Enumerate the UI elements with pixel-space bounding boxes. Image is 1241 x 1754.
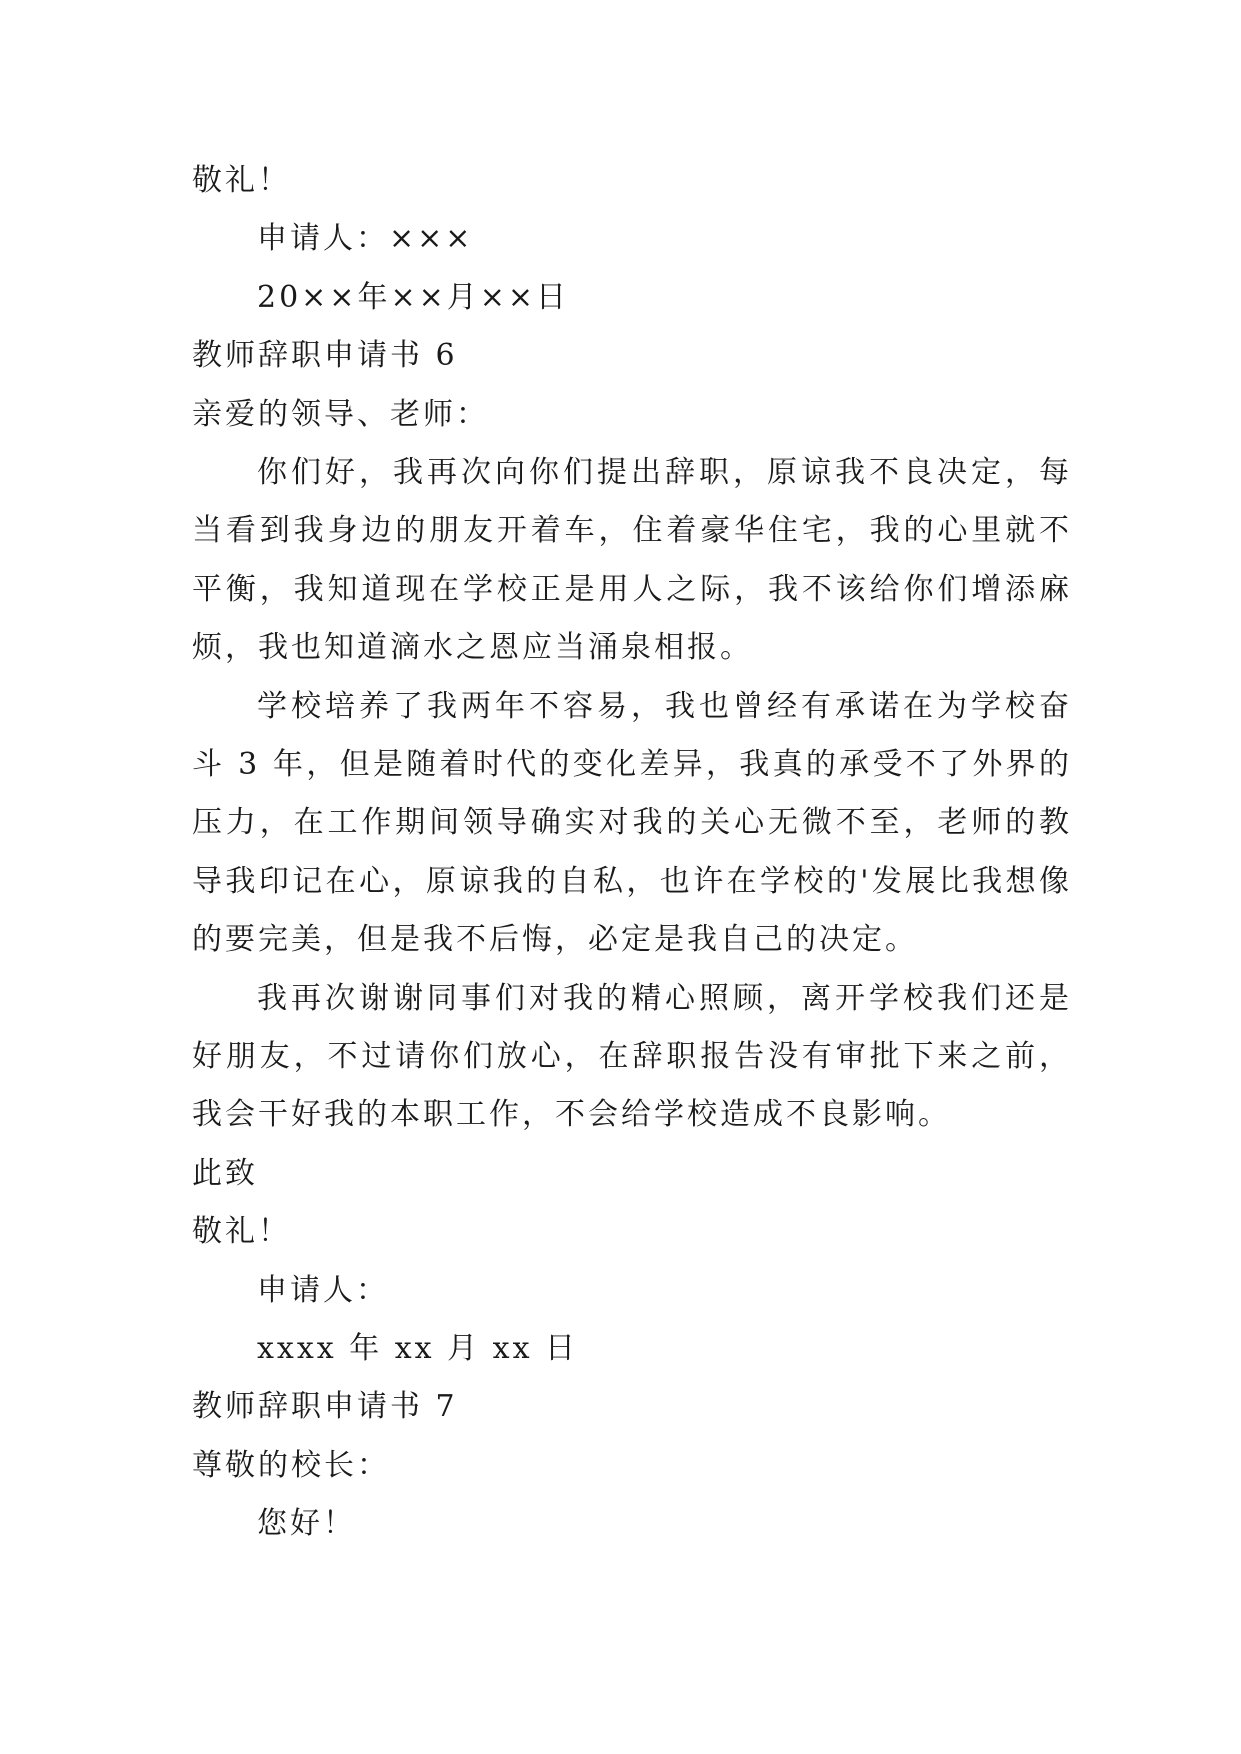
document-page: [192, 152, 1072, 1554]
closing-respect: 敬礼！: [192, 1214, 291, 1250]
closing-to: 此致: [192, 1155, 258, 1191]
letter-salutation: 亲爱的领导、老师：: [192, 396, 489, 432]
signature-date: 20××年××月××日: [257, 279, 569, 315]
letter-salutation: 尊敬的校长：: [192, 1447, 390, 1483]
body-paragraph: 你们好，我再次向你们提出辞职，原谅我不良决定，每当看到我身边的朋友开着车，住着豪华住宅，我的心里就不平衡，我知道现在学校正是用人之际，我不该给你们增添麻烦，我也知道滴水之恩应当涌泉相报。: [192, 454, 1072, 666]
letter-greeting: 您好！: [257, 1506, 356, 1542]
letter-title: 教师辞职申请书 7: [192, 1389, 458, 1425]
letter-title: 教师辞职申请书 6: [192, 338, 458, 374]
body-paragraph: 学校培养了我两年不容易，我也曾经有承诺在为学校奋斗 3 年，但是随着时代的变化差异，我真的承受不了外界的压力，在工作期间领导确实对我的关心无微不至，老师的教导我印记在心，原谅我的自私，也许在学校的'发展比我想像的要完美，但是我不后悔，必定是我自己的决定。: [192, 688, 1072, 958]
body-paragraph: 我再次谢谢同事们对我的精心照顾，离开学校我们还是好朋友，不过请你们放心，在辞职报告没有审批下来之前，我会干好我的本职工作，不会给学校造成不良影响。: [192, 980, 1072, 1133]
signature-date: xxxx 年 xx 月 xx 日: [257, 1331, 579, 1366]
applicant-signature: 申请人：: [257, 1272, 389, 1308]
applicant-signature: 申请人：×××: [257, 221, 474, 257]
closing-respect: 敬礼！: [192, 163, 291, 198]
